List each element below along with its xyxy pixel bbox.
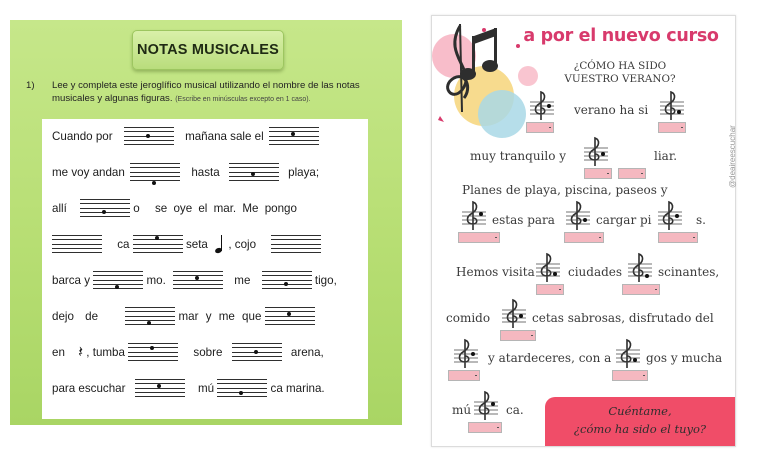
line-text: hasta — [191, 165, 220, 179]
answer-box[interactable] — [500, 330, 536, 341]
treble-clef-icon — [658, 200, 682, 232]
line-text: seta — [185, 237, 208, 251]
line-text: sobre — [193, 345, 223, 359]
hieroglyph-line — [52, 307, 315, 335]
answer-box[interactable] — [526, 122, 554, 133]
staff-icon — [135, 379, 185, 397]
hieroglyph-line — [52, 379, 325, 407]
answer-box[interactable] — [658, 232, 698, 243]
hieroglyph-line — [52, 163, 319, 191]
row-text: y atardeceres, con a — [488, 351, 612, 365]
treble-clef-icon — [616, 338, 640, 370]
treble-clef-icon — [454, 338, 478, 370]
line-text: ca — [117, 237, 130, 251]
line-text: se oye el mar. Me pongo — [154, 201, 297, 215]
answer-box[interactable] — [564, 232, 604, 243]
line-text: Cuando por — [52, 129, 113, 143]
treble-clef-icon — [628, 252, 652, 284]
quarter-note-icon — [215, 235, 225, 253]
row-text: liar. — [654, 149, 678, 163]
line-text: mar y me que — [178, 309, 262, 323]
staff-icon — [80, 199, 130, 217]
row-text: verano ha si — [574, 103, 649, 117]
staff-icon — [93, 271, 143, 289]
row-text: scinantes, — [658, 265, 720, 279]
answer-box[interactable] — [458, 232, 500, 243]
card-row — [432, 94, 735, 134]
answer-box[interactable] — [468, 422, 502, 433]
staff-icon — [173, 271, 223, 289]
row-text: Planes de playa, piscina, paseos y — [462, 183, 668, 197]
answer-box[interactable] — [536, 284, 564, 295]
closing-banner — [545, 397, 735, 446]
treble-clef-icon — [502, 298, 526, 330]
hieroglyph-line — [52, 271, 337, 299]
staff-icon — [128, 343, 178, 361]
staff-icon — [125, 307, 175, 325]
treble-clef-icon — [536, 252, 560, 284]
staff-icon — [133, 235, 183, 253]
row-text: gos y mucha — [646, 351, 723, 365]
card-title: a por el nuevo curso — [523, 26, 719, 46]
card-subtitle-line: VUESTRO VERANO? — [564, 73, 676, 85]
treble-clef-icon — [462, 200, 486, 232]
answer-box[interactable] — [622, 284, 660, 295]
line-text: , cojo — [228, 237, 257, 251]
line-text: dejo de — [52, 309, 99, 323]
line-text: ca marina. — [270, 381, 325, 395]
row-text: ciudades — [568, 265, 623, 279]
treble-clef-icon — [660, 90, 684, 122]
staff-icon — [217, 379, 267, 397]
staff-icon — [52, 235, 102, 253]
staff-icon — [124, 127, 174, 145]
line-text: o — [133, 201, 140, 215]
banner-line: ¿cómo ha sido el tuyo? — [573, 422, 707, 436]
line-text: playa; — [288, 165, 320, 179]
row-text: s. — [696, 213, 706, 227]
line-text: arena, — [290, 345, 324, 359]
card-credit: @deaireescuchar — [728, 125, 737, 188]
row-text: mú — [452, 403, 472, 417]
instruction-number: 1) — [26, 80, 35, 91]
instruction-text: Lee y completa este jeroglífico musical utilizando el nombre de las notas musicales y algunas figuras. — [52, 80, 360, 104]
line-text: tigo, — [314, 273, 337, 287]
hieroglyph-line — [52, 235, 321, 263]
answer-box[interactable] — [618, 168, 646, 179]
line-text: allí — [52, 201, 67, 215]
row-text: cetas sabrosas, disfrutado del — [532, 311, 714, 325]
row-text: estas para — [492, 213, 555, 227]
banner-line: Cuéntame, — [608, 404, 672, 418]
hieroglyph-line — [52, 127, 321, 155]
line-text: me voy andan — [52, 165, 125, 179]
line-text: me — [234, 273, 251, 287]
worksheet-panel — [10, 20, 402, 425]
hieroglyph-sheet — [42, 119, 368, 419]
treble-clef-icon — [584, 136, 608, 168]
line-text: en — [52, 345, 65, 359]
line-text: mo. — [146, 273, 166, 287]
answer-box[interactable] — [658, 122, 686, 133]
staff-icon — [130, 163, 180, 181]
staff-icon — [262, 271, 312, 289]
staff-icon — [229, 163, 279, 181]
answer-box[interactable] — [612, 370, 648, 381]
row-text: muy tranquilo y — [470, 149, 567, 163]
line-text: , tumba — [86, 345, 125, 359]
row-text: Hemos visita — [456, 265, 535, 279]
answer-box[interactable] — [584, 168, 612, 179]
card-row — [432, 256, 735, 296]
card-row — [432, 204, 735, 244]
line-text: para escuchar — [52, 381, 126, 395]
staff-icon — [232, 343, 282, 361]
treble-clef-icon — [530, 90, 554, 122]
line-text: mañana sale el — [185, 129, 264, 143]
hieroglyph-line — [52, 343, 324, 371]
staff-icon — [271, 235, 321, 253]
card-row — [432, 140, 735, 180]
worksheet-title: NOTAS MUSICALES — [132, 30, 284, 70]
summer-card — [431, 15, 736, 447]
instruction-note: (Escribe en minúsculas excepto en 1 caso). — [175, 96, 311, 103]
line-text: mú — [197, 381, 215, 395]
row-text: ca. — [506, 403, 524, 417]
treble-clef-icon — [566, 200, 590, 232]
treble-clef-icon — [474, 390, 498, 422]
row-text: cargar pi — [596, 213, 652, 227]
card-row — [432, 342, 735, 382]
answer-box[interactable] — [448, 370, 480, 381]
staff-icon — [265, 307, 315, 325]
hieroglyph-line — [52, 199, 297, 227]
quarter-rest-icon: 𝄽 — [78, 342, 84, 361]
row-text: comido — [446, 311, 491, 325]
staff-icon — [269, 127, 319, 145]
card-subtitle — [540, 60, 700, 86]
line-text: barca y — [52, 273, 91, 287]
card-subtitle-line: ¿CÓMO HA SIDO — [573, 60, 667, 72]
card-row — [432, 302, 735, 342]
